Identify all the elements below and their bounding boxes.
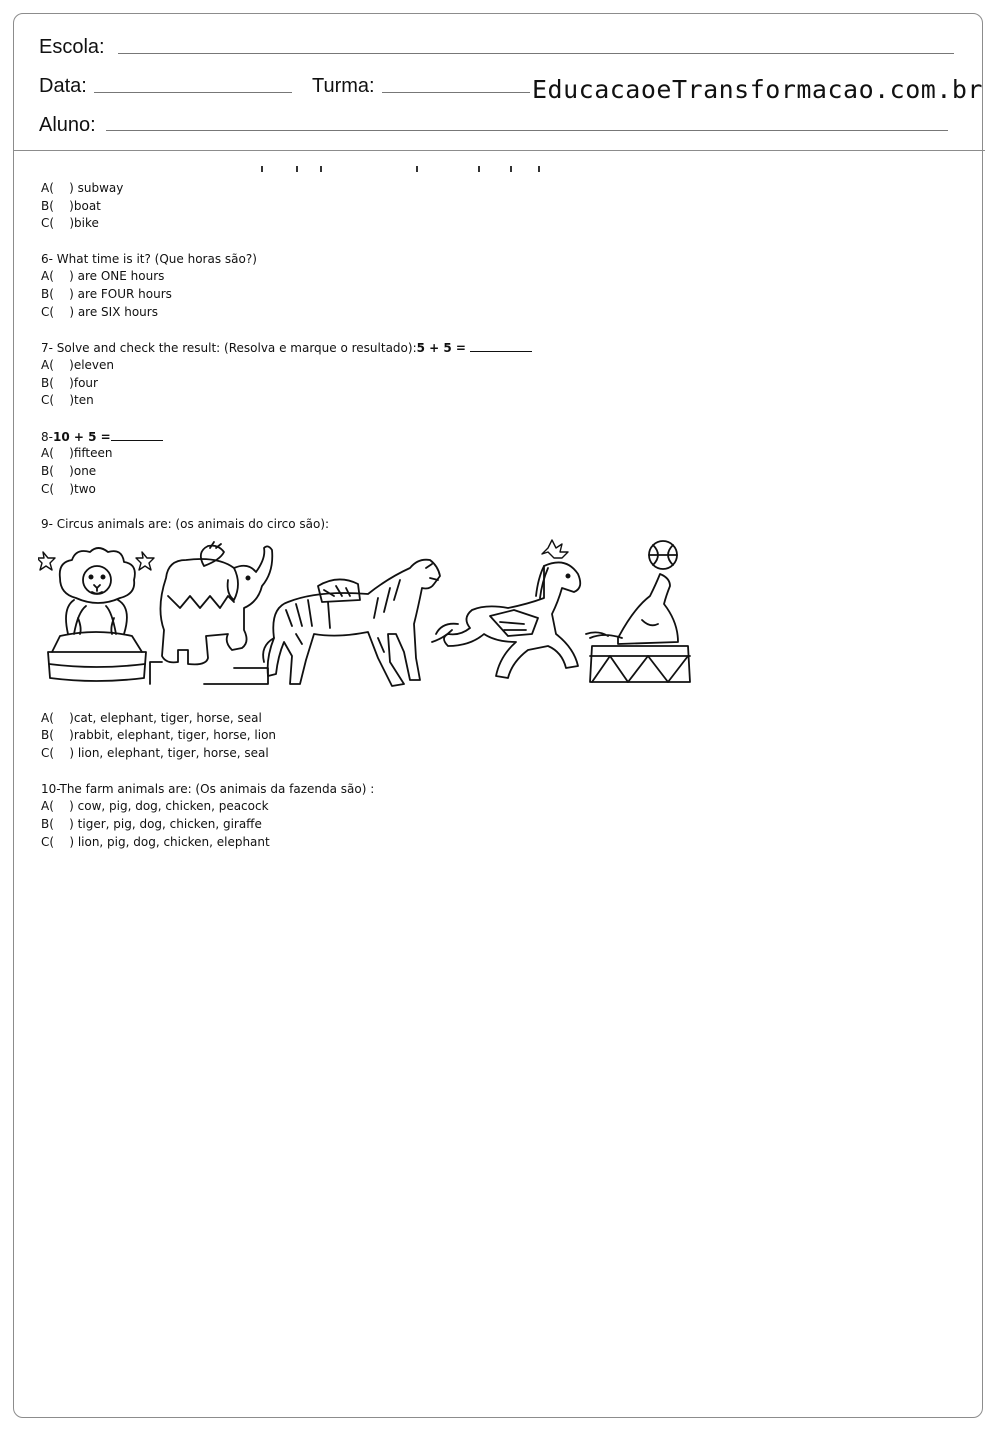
question-text: 7- Solve and check the result: (Resolva e marque o resultado):	[41, 341, 417, 356]
date-field[interactable]	[94, 92, 292, 93]
question-title	[41, 339, 941, 357]
option-a[interactable]: A( ) cow, pig, dog, chicken, peacock	[41, 799, 269, 814]
tiger-drawing	[263, 559, 440, 685]
question-9	[41, 516, 941, 763]
option-c[interactable]: C( )bike	[41, 216, 99, 231]
question-7	[41, 339, 941, 410]
option-b[interactable]: B( )four	[41, 375, 98, 390]
option-a[interactable]: A( )fifteen	[41, 446, 113, 461]
header-divider	[13, 150, 985, 151]
option-a[interactable]: A( )cat, elephant, tiger, horse, seal	[41, 710, 262, 725]
option-c[interactable]: C( ) lion, pig, dog, chicken, elephant	[41, 834, 270, 849]
option-b[interactable]: B( )one	[41, 464, 97, 478]
math-expression: 5 + 5 =	[416, 341, 466, 356]
answer-blank[interactable]	[111, 428, 163, 441]
student-label: Aluno:	[39, 114, 96, 136]
cropped-text-fragments	[228, 166, 548, 176]
seal-drawing	[586, 541, 690, 682]
option-c[interactable]: C( )two	[41, 481, 96, 496]
question-6	[41, 251, 941, 322]
elephant-drawing	[150, 542, 272, 684]
option-b[interactable]: B( ) are FOUR hours	[41, 287, 172, 302]
option-c[interactable]: C( )ten	[41, 393, 94, 408]
question-title: 10-The farm animals are: (Os animais da fazenda são) :	[41, 781, 375, 796]
class-label: Turma:	[312, 75, 375, 97]
question-title: 6- What time is it? (Que horas são?)	[41, 251, 257, 266]
question-title	[41, 428, 941, 446]
question-number: 8-	[41, 429, 53, 444]
option-a[interactable]: A( )eleven	[41, 357, 115, 372]
site-logo: EducacaoeTransformacao.com.br	[532, 75, 983, 104]
worksheet-body	[41, 180, 941, 869]
question-9-options	[41, 710, 941, 763]
option-b[interactable]: B( ) tiger, pig, dog, chicken, giraffe	[41, 816, 262, 831]
school-label: Escola:	[39, 36, 105, 58]
option-a[interactable]: A( ) subway	[41, 181, 124, 195]
option-b[interactable]: B( )boat	[41, 198, 101, 213]
question-8	[41, 428, 941, 499]
school-field[interactable]	[118, 53, 954, 54]
question-title: 9- Circus animals are: (os animais do circo são):	[41, 517, 330, 532]
lion-drawing	[38, 548, 154, 681]
math-expression: 10 + 5 =	[52, 429, 111, 444]
circus-animals-illustration	[41, 534, 941, 710]
option-c[interactable]: C( ) are SIX hours	[41, 304, 158, 319]
option-b[interactable]: B( )rabbit, elephant, tiger, horse, lion	[41, 728, 277, 743]
date-label: Data:	[39, 75, 87, 97]
class-field[interactable]	[382, 92, 530, 93]
question-10	[41, 781, 941, 852]
horse-drawing	[432, 540, 580, 678]
option-a[interactable]: A( ) are ONE hours	[41, 269, 165, 284]
answer-blank[interactable]	[470, 339, 532, 352]
option-c[interactable]: C( ) lion, elephant, tiger, horse, seal	[41, 746, 269, 761]
student-field[interactable]	[106, 130, 948, 131]
question-5	[41, 180, 941, 233]
